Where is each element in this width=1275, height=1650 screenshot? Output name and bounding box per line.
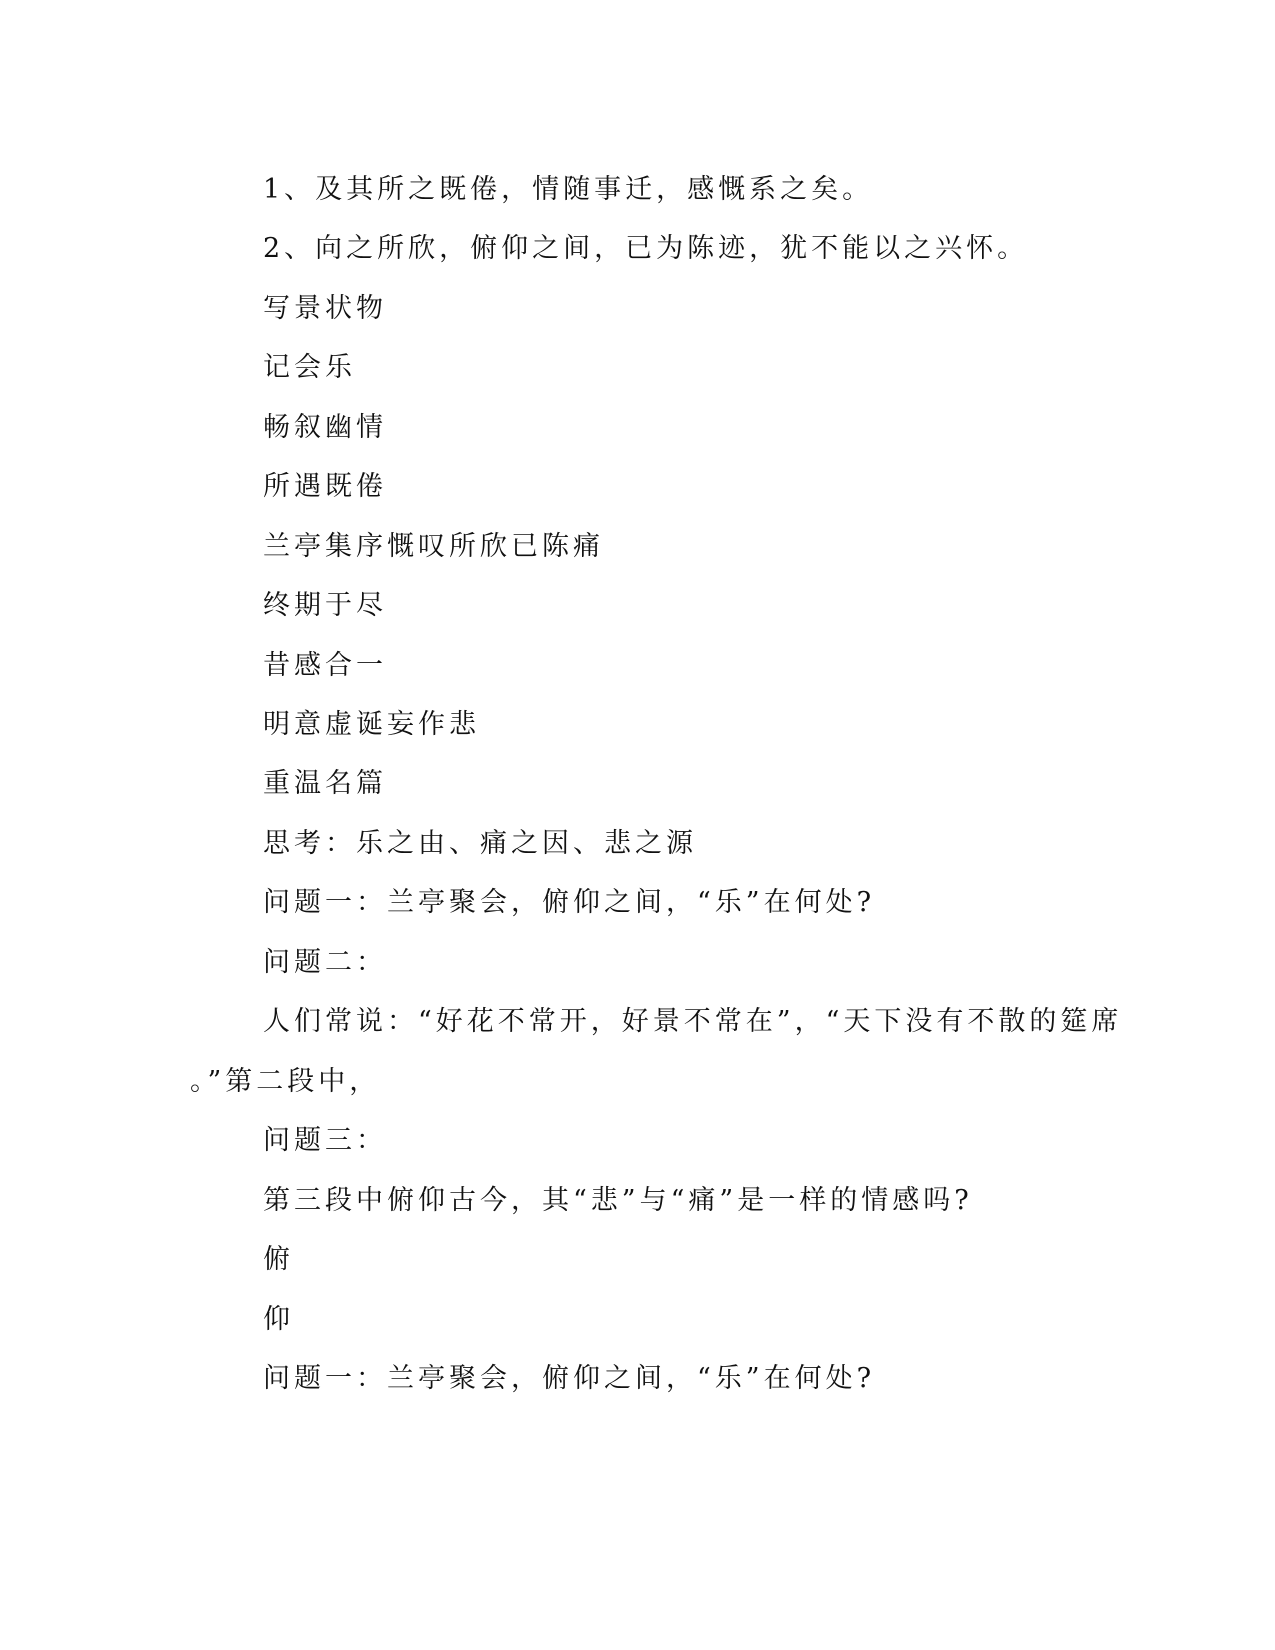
question-three-text: 第三段中俯仰古今，其“悲”与“痛”是一样的情感吗?	[263, 1185, 973, 1216]
outline-item: 兰亭集序慨叹所欣已陈痛	[263, 531, 604, 562]
single-character-line: 仰	[263, 1304, 294, 1335]
section-heading: 重温名篇	[263, 768, 387, 799]
outline-item: 写景状物	[263, 293, 387, 324]
question-two-text: 人们常说：“好花不常开，好景不常在”，“天下没有不散的筵席	[263, 1006, 1123, 1037]
question-two-text-continued: 。”第二段中，	[190, 1066, 381, 1097]
paragraph-quote-1: 1、及其所之既倦，情随事迁，感慨系之矣。	[263, 174, 874, 205]
thinking-prompt: 思考：乐之由、痛之因、悲之源	[263, 828, 697, 859]
outline-item: 畅叙幽情	[263, 412, 387, 443]
outline-item: 明意虚诞妄作悲	[263, 709, 480, 740]
single-character-line: 俯	[263, 1244, 294, 1275]
question-three-label: 问题三：	[263, 1125, 387, 1156]
question-two-label: 问题二：	[263, 947, 387, 978]
outline-item: 昔感合一	[263, 650, 387, 681]
outline-item: 所遇既倦	[263, 471, 387, 502]
outline-item: 记会乐	[263, 352, 356, 383]
paragraph-quote-2: 2、向之所欣，俯仰之间，已为陈迹，犹不能以之兴怀。	[263, 233, 1029, 264]
outline-item: 终期于尽	[263, 590, 387, 621]
question-one-repeat: 问题一：兰亭聚会，俯仰之间，“乐”在何处?	[263, 1363, 876, 1394]
question-one: 问题一：兰亭聚会，俯仰之间，“乐”在何处?	[263, 887, 876, 918]
